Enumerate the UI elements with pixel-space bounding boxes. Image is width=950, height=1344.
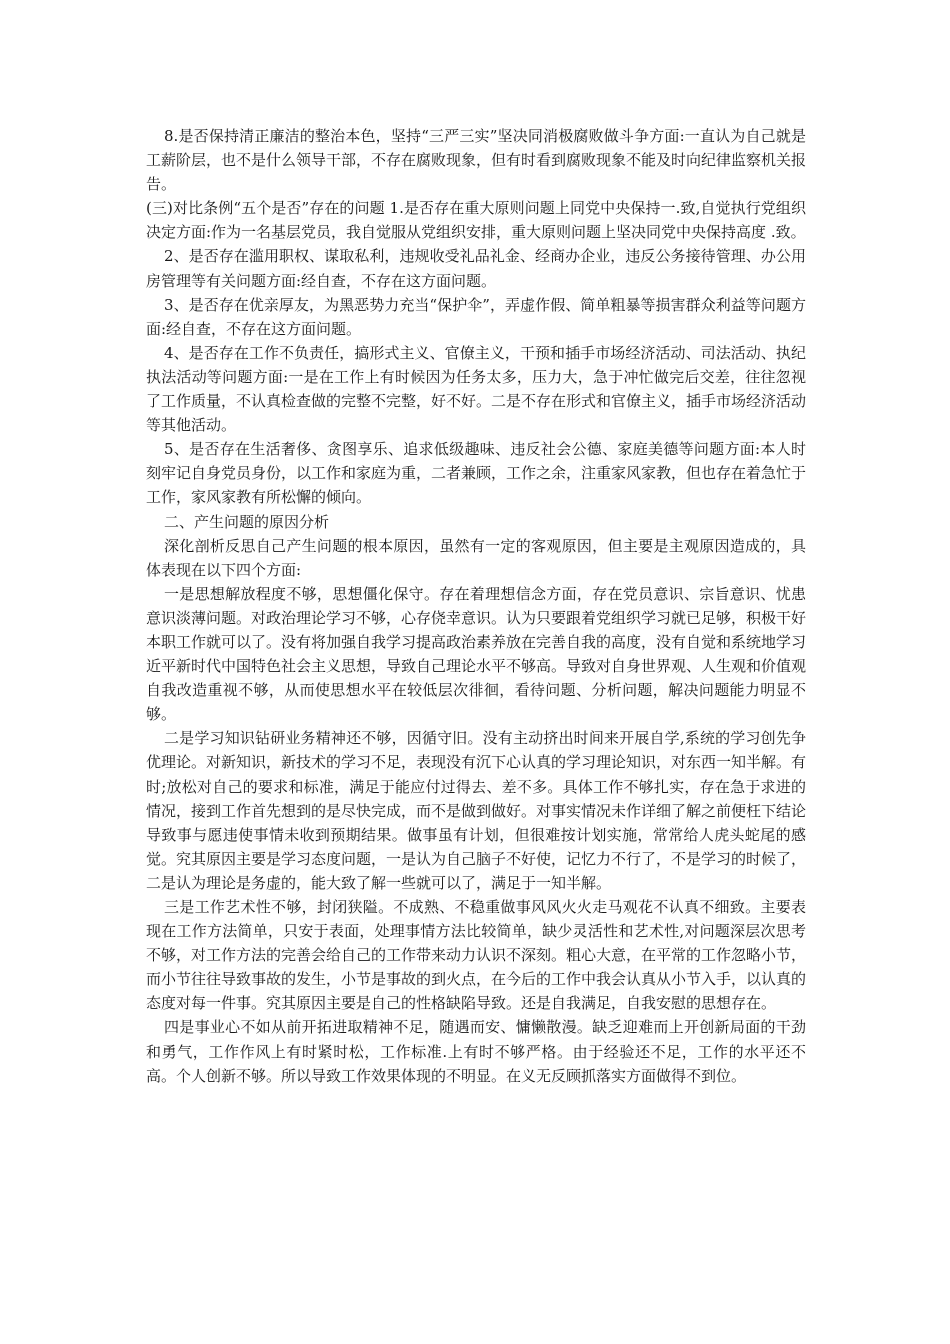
paragraph-item-5-lifestyle: 5、是否存在生活奢侈、贪图享乐、追求低级趣味、违反社会公德、家庭美德等问题方面:本人时刻牢记自身党员身份，以工作和家庭为重，二者兼顾，工作之余，注重家风家教，但也存在着急忙于工作，家风家教有所松懈的倾向。 [146,440,807,507]
paragraph-cause-3-work-method: 三是工作艺术性不够，封闭狭隘。不成熟、不稳重做事风风火火走马观花不认真不细致。主要表现在工作方法简单，只安于表面，处理事情方法比较简单，缺少灵活性和艺术性,对问题深层次思考不够，对工作方法的完善会给自己的工作带来动力认识不深刻。粗心大意，在平常的工作忽略小节，而小节往往导致事故的发生，小节是事故的到火点，在今后的工作中我会认真从小节入手，以认真的态度对每一件事。究其原因主要是自己的性格缺陷导致。还是自我满足，自我安慰的思想存在。 [146,898,807,1013]
paragraph-cause-intro: 深化剖析反思自己产生问题的根本原因，虽然有一定的客观原因，但主要是主观原因造成的，具体表现在以下四个方面: [146,536,806,579]
paragraph-cause-4-ambition: 四是事业心不如从前开拓进取精神不足，随遇而安、慵懒散漫。缺乏迎难而上开创新局面的干劲和勇气，工作作风上有时紧时松，工作标准.上有时不够严格。由于经验还不足，工作的水平还不高。个人创新不够。所以导致工作效果体现的不明显。在义无反顾抓落实方面做得不到位。 [146,1018,806,1085]
section-heading-cause-analysis: 二、产生问题的原因分析 [164,512,330,531]
document-body [146,124,806,1088]
paragraph-item-8-integrity: 8.是否保持清正廉洁的整治本色，坚持“三严三实”坚决同消极腐败做斗争方面:一直认为自己就是工薪阶层，也不是什么领导干部，不存在腐败现象，但有时看到腐败现象不能及时向纪律监察机关报告。 [146,127,807,194]
paragraph-section-3-comparison: (三)对比条例“五个是否”存在的问题 1.是否存在重大原则问题上同党中央保持一.致,自觉执行党组织决定方面:作为一名基层党员，我自觉服从党组织安排，重大原则问题上坚决同党中央保持高度 .致。 [146,199,806,242]
paragraph-item-3-favoritism: 3、是否存在优亲厚友，为黑恶势力充当“保护伞”，弄虚作假、简单粗暴等损害群众利益等问题方面:经自查，不存在这方面问题。 [146,295,806,338]
paragraph-cause-2-learning: 二是学习知识钻研业务精神还不够，因循守旧。没有主动挤出时间来开展自学,系统的学习创先争优理论。对新知识，新技术的学习不足，表现没有沉下心认真的学习理论知识，对东西一知半解。有时;放松对自己的要求和标准，满足于能应付过得去、差不多。具体工作不够扎实，存在急于求进的情况，接到工作首先想到的是尽快完成，而不是做到做好。对事实情况未作详细了解之前便枉下结论导致事与愿违使事情未收到预期结果。做事虽有计划，但很难按计划实施，常常给人虎头蛇尾的感觉。究其原因主要是学习态度问题，一是认为自己脑子不好使，记忆力不行了，不是学习的时候了，二是认为理论是务虚的，能大致了解一些就可以了，满足于一知半解。 [146,729,807,892]
paragraph-item-4-responsibility: 4、是否存在工作不负责任，搞形式主义、官僚主义，干预和插手市场经济活动、司法活动、执纪执法活动等问题方面:一是在工作上有时候因为任务太多，压力大，急于冲忙做完后交差，往往忽视了工作质量，不认真检查做的完整不完整，好不好。二是不存在形式和官僚主义，插手市场经济活动等其他活动。 [146,343,807,435]
paragraph-cause-1-thinking: 一是思想解放程度不够，思想僵化保守。存在着理想信念方面，存在党员意识、宗旨意识、忧患意识淡薄问题。对政治理论学习不够，心存侥幸意识。认为只要跟着党组织学习就已足够，积极干好本职工作就可以了。没有将加强自我学习提高政治素养放在完善自我的高度，没有自觉和系统地学习近平新时代中国特色社会主义思想，导致自己理论水平不够高。导致对自身世界观、人生观和价值观自我改造重视不够，从而使思想水平在较低层次徘徊，看待问题、分析问题，解决问题能力明显不够。 [146,584,807,724]
paragraph-item-2-abuse-of-power: 2、是否存在滥用职权、谋取私利，违规收受礼品礼金、经商办企业，违反公务接待管理、办公用房管理等有关问题方面:经自查，不存在这方面问题。 [146,247,806,290]
